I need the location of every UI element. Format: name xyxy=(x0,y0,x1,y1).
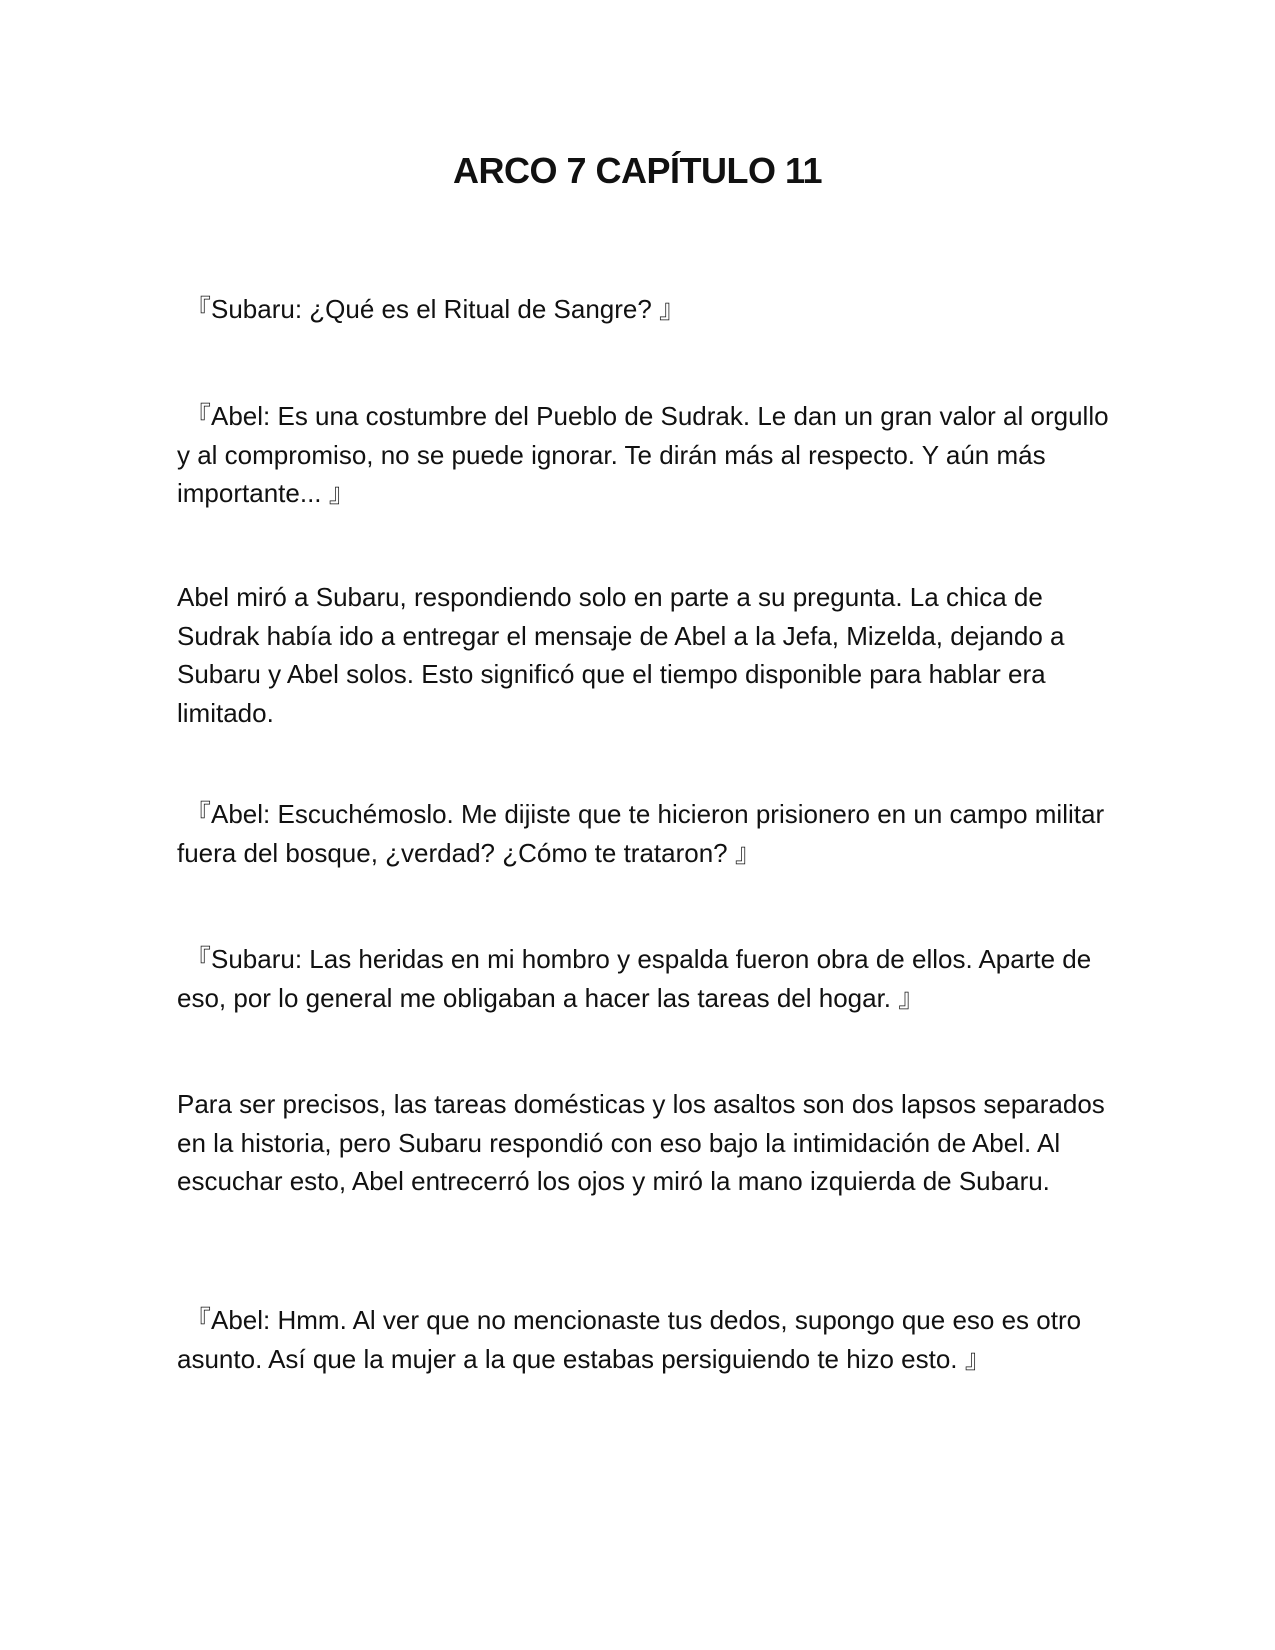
paragraph-dialogue: 『Subaru: ¿Qué es el Ritual de Sangre? 』 xyxy=(185,294,686,324)
paragraph-narration: Para ser precisos, las tareas domésticas y los asaltos son dos lapsos separados en la historia, pero Subaru respondió con eso bajo la intimidación de Abel. Al escuchar esto, Abel entrecerró los ojos y miró la mano izquierda de Subaru. xyxy=(177,1089,1105,1196)
paragraph-dialogue: 『Subaru: Las heridas en mi hombro y espalda fueron obra de ellos. Aparte de eso, por lo general me obligaban a hacer las tareas del hogar. 』 xyxy=(177,944,1092,1013)
paragraph-dialogue: 『Abel: Hmm. Al ver que no mencionaste tus dedos, supongo que eso es otro asunto. Así que la mujer a la que estabas persiguiendo te hizo esto. 』 xyxy=(177,1305,1082,1374)
paragraph-dialogue: 『Abel: Escuchémoslo. Me dijiste que te hicieron prisionero en un campo militar fuera del bosque, ¿verdad? ¿Cómo te trataron? 』 xyxy=(177,799,1105,868)
chapter-title: ARCO 7 CAPÍTULO 11 xyxy=(452,150,823,191)
paragraph-dialogue: 『Abel: Es una costumbre del Pueblo de Sudrak. Le dan un gran valor al orgullo y al compromiso, no se puede ignorar. Te dirán más al respecto. Y aún más importante... 』 xyxy=(177,401,1109,508)
paragraph-narration: Abel miró a Subaru, respondiendo solo en parte a su pregunta. La chica de Sudrak había ido a entregar el mensaje de Abel a la Jefa, Mizelda, dejando a Subaru y Abel solos. Esto significó que el tiempo disponible para hablar era limitado. xyxy=(177,582,1065,728)
